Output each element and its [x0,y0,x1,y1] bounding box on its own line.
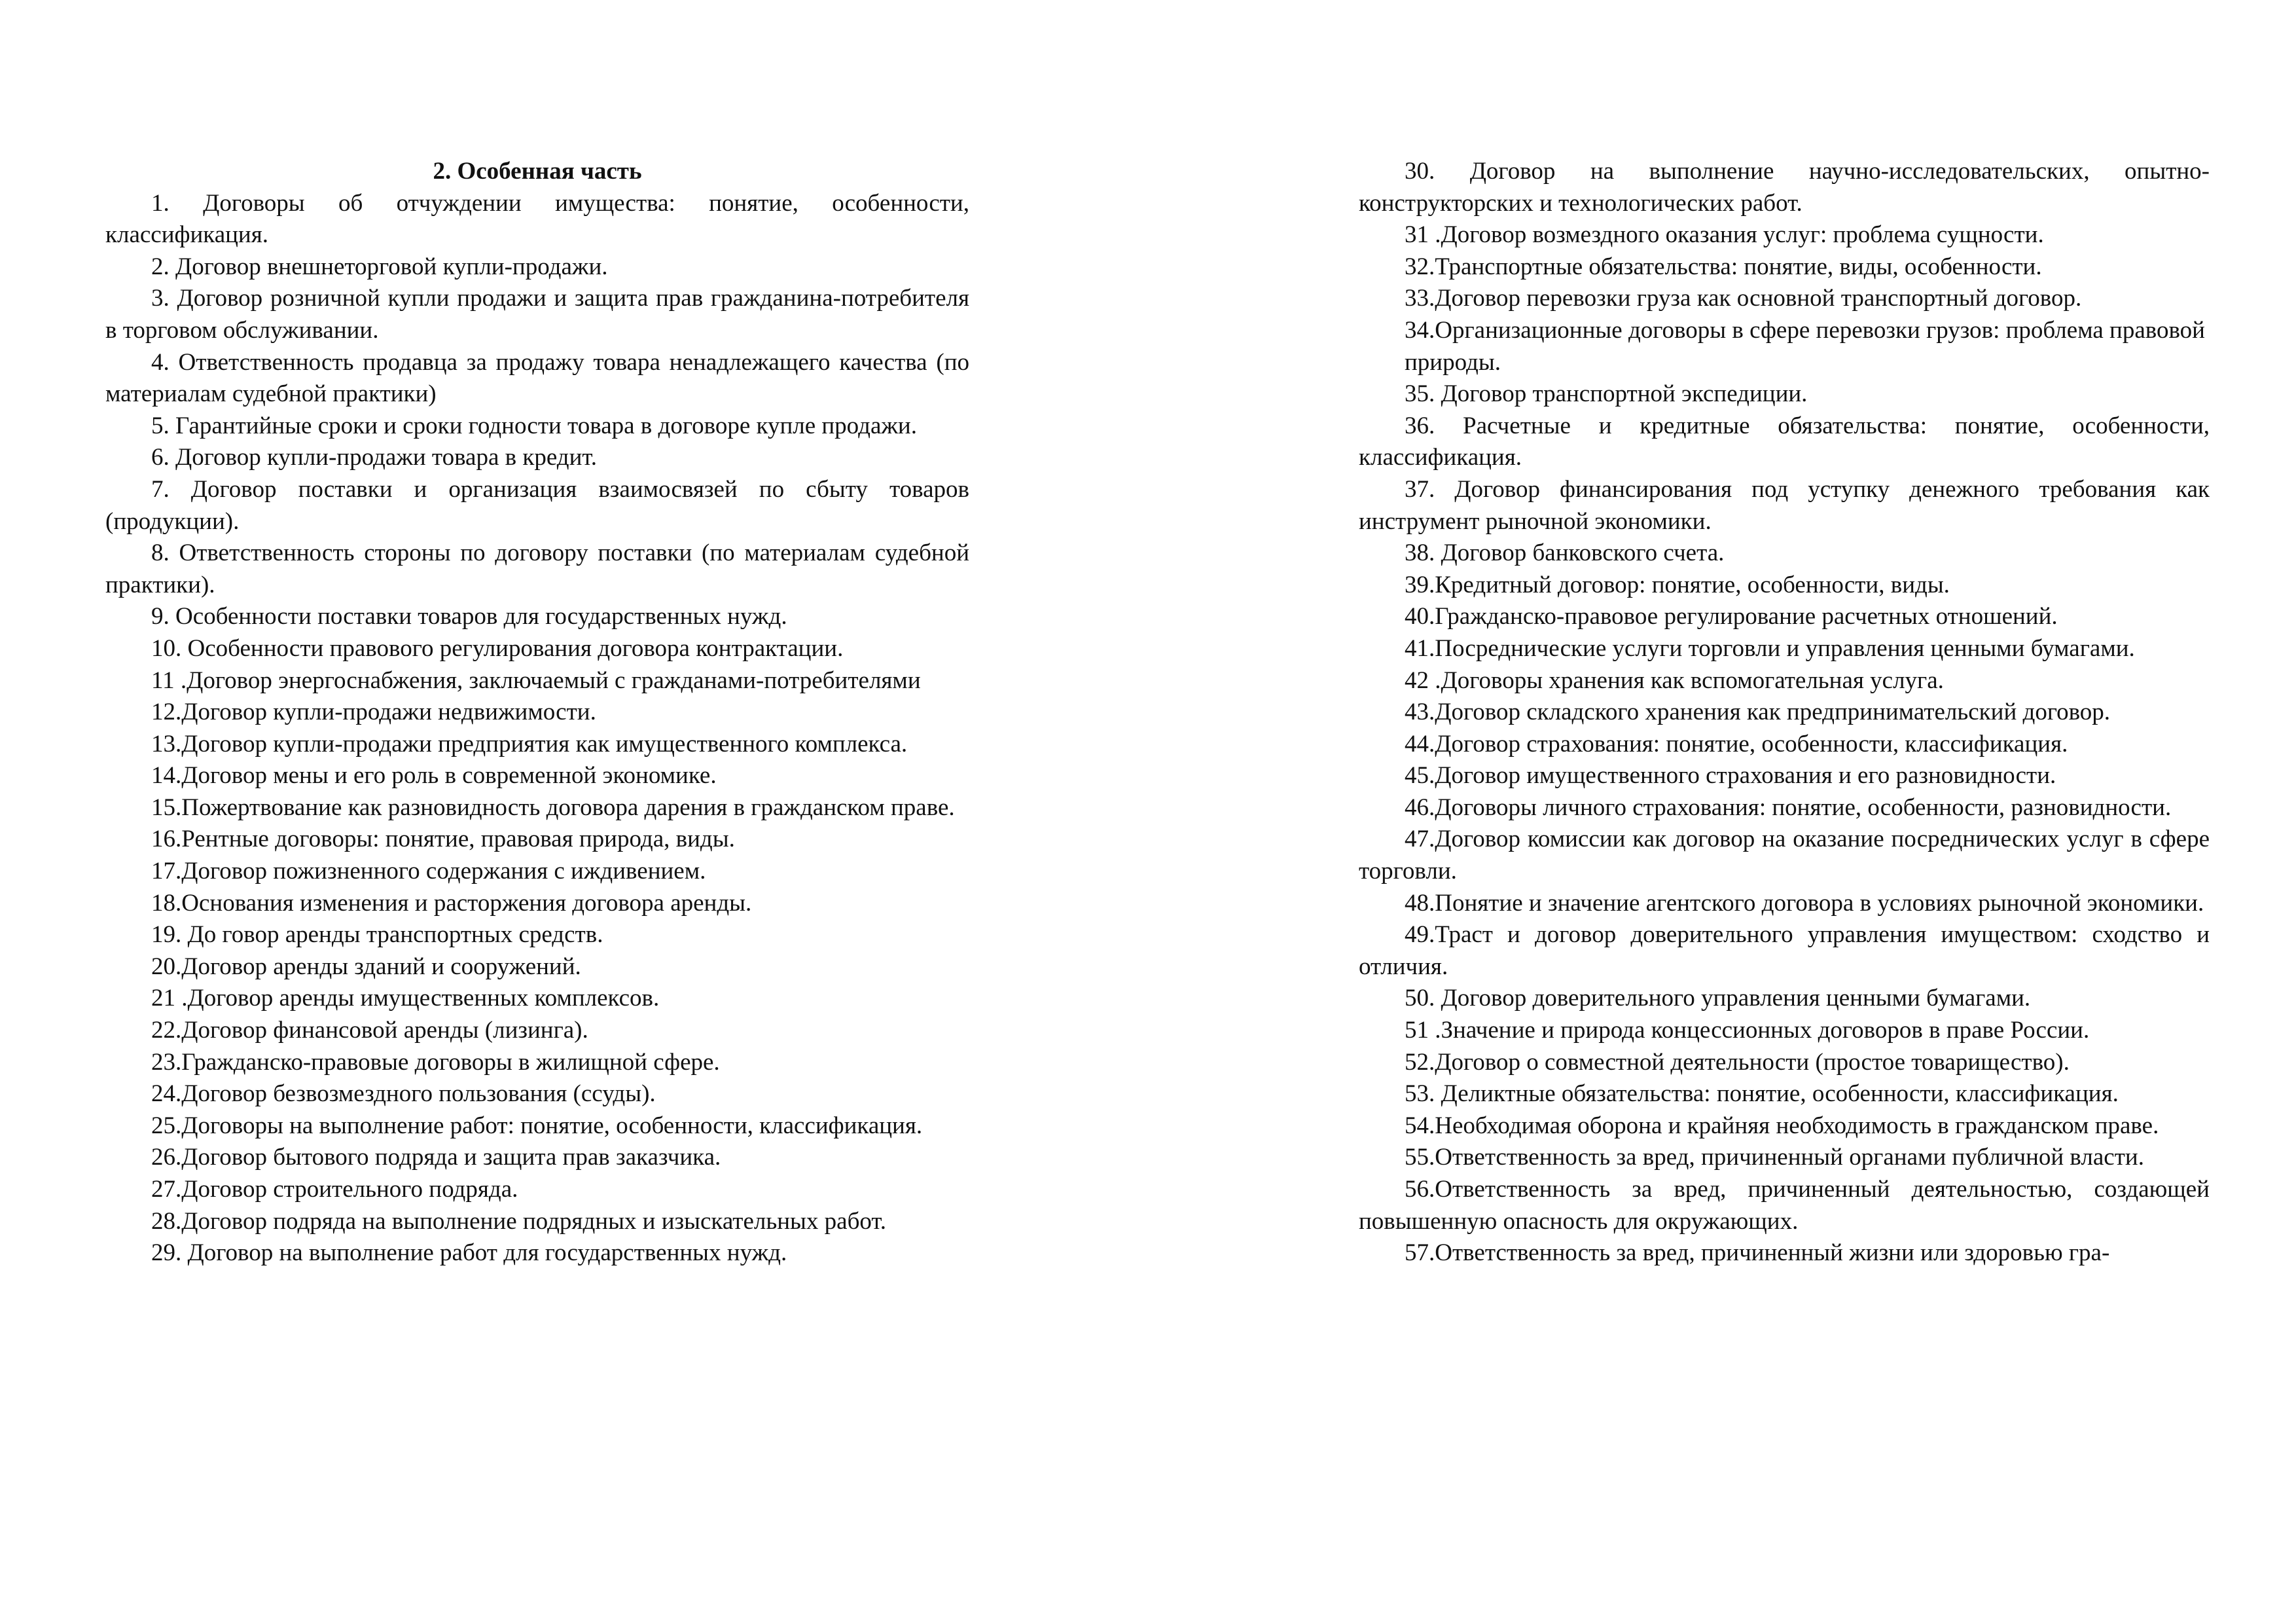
list-item: 13.Договор купли-продажи предприятия как имущественного комплекса. [151,730,908,757]
list-item: 36. Расчетные и кредитные обязательства: понятие, особенности, классификация. [1359,412,2210,471]
list-item: 18.Основания изменения и расторжения договора аренды. [151,889,752,917]
list-item: 28.Договор подряда на выполнение подрядных и изыскательных работ. [151,1207,887,1235]
list-item: 21 .Договор аренды имущественных комплексов. [151,985,660,1012]
list-item: 5. Гарантийные сроки и сроки годности товара в договоре купле продажи. [151,412,917,439]
section-title: 2. Особенная часть [433,158,642,185]
list-item: 30. Договор на выполнение научно-исследовательских, опытно-конструкторских и технологических работ. [1359,158,2210,217]
right-item-list [1359,156,2210,1269]
list-item: 33.Договор перевозки груза как основной транспортный договор. [1405,285,2082,312]
list-item: 41.Посреднические услуги торговли и управления ценными бумагами. [1405,634,2135,662]
list-item: 53. Деликтные обязательства: понятие, особенности, классификация. [1405,1080,2119,1108]
list-item: 20.Договор аренды зданий и сооружений. [151,953,581,980]
list-item: 46.Договоры личного страхования: понятие, особенности, разновидности. [1405,793,2172,821]
list-item: 6. Договор купли-продажи товара в кредит. [151,444,598,471]
list-item: 45.Договор имущественного страхования и его разновидности. [1405,762,2056,790]
list-item: 52.Договор о совместной деятельности (простое товарищество). [1405,1048,2070,1076]
list-item: 26.Договор бытового подряда и защита прав заказчика. [151,1144,721,1171]
list-item: 51 .Значение и природа концессионных договоров в праве России. [1405,1017,2090,1044]
list-item: 19. До говор аренды транспортных средств. [151,921,603,949]
list-item: 57.Ответственность за вред, причиненный жизни или здоровью гра- [1405,1239,2110,1267]
list-item: 31 .Договор возмездного оказания услуг: проблема сущности. [1405,221,2044,249]
list-item: 12.Договор купли-продажи недвижимости. [151,699,596,726]
list-item: 49.Траст и договор доверительного управления имуществом: сходство и отличия. [1359,921,2210,980]
list-item: 55.Ответственность за вред, причиненный органами публичной власти. [1405,1144,2144,1171]
list-item: 37. Договор финансирования под уступку денежного требования как инструмент рыночной экономики. [1359,475,2210,535]
list-item: 9. Особенности поставки товаров для государственных нужд. [151,603,787,630]
list-item: 42 .Договоры хранения как вспомогательная услуга. [1405,666,1944,694]
list-item: 40.Гражданско-правовое регулирование расчетных отношений. [1405,603,2058,630]
list-item: 35. Договор транспортной экспедиции. [1405,380,1808,408]
list-item: 4. Ответственность продавца за продажу товара ненадлежащего качества (по материалам судебной практики) [105,348,969,408]
list-item: 38. Договор банковского счета. [1405,539,1725,567]
list-item: природы. [1405,348,1501,376]
list-item: 10. Особенности правового регулирования договора контрактации. [151,634,844,662]
right-column [1359,156,2210,1269]
list-item: 43.Договор складского хранения как предпринимательский договор. [1405,699,2111,726]
list-item: 44.Договор страхования: понятие, особенности, классификация. [1405,730,2068,757]
list-item: 50. Договор доверительного управления ценными бумагами. [1405,985,2031,1012]
list-item: 7. Договор поставки и организация взаимосвязей по сбыту товаров (продукции). [105,475,969,535]
list-item: 25.Договоры на выполнение работ: понятие, особенности, классификация. [151,1112,923,1139]
list-item: 17.Договор пожизненного содержания с иждивением. [151,858,706,885]
list-item: 29. Договор на выполнение работ для государственных нужд. [151,1239,787,1267]
left-column [105,156,969,1269]
list-item: 14.Договор мены и его роль в современной экономике. [151,762,717,790]
list-item: 27.Договор строительного подряда. [151,1176,518,1203]
list-item: 2. Договор внешнеторговой купли-продажи. [151,253,608,280]
list-item: 32.Транспортные обязательства: понятие, виды, особенности. [1405,253,2042,280]
list-item: 54.Необходимая оборона и крайняя необходимость в гражданском праве. [1405,1112,2159,1139]
list-item: 24.Договор безвозмездного пользования (ссуды). [151,1080,656,1108]
list-item: 1. Договоры об отчуждении имущества: понятие, особенности, классификация. [105,189,969,249]
list-item: 11 .Договор энергоснабжения, заключаемый с гражданами-потребителями [151,666,921,694]
list-item: 23.Гражданско-правовые договоры в жилищной сфере. [151,1048,720,1076]
list-item: 15.Пожертвование как разновидность договора дарения в гражданском праве. [151,793,955,821]
list-item: 3. Договор розничной купли продажи и защита прав гражданина-потребителя в торговом обслуживании. [105,285,969,344]
list-item: 48.Понятие и значение агентского договора в условиях рыночной экономики. [1405,889,2204,917]
left-item-list [105,188,969,1269]
list-item: 16.Рентные договоры: понятие, правовая природа, виды. [151,826,735,853]
list-item: 22.Договор финансовой аренды (лизинга). [151,1017,588,1044]
list-item: 8. Ответственность стороны по договору поставки (по материалам судебной практики). [105,539,969,598]
list-item: 39.Кредитный договор: понятие, особенности, виды. [1405,571,1950,598]
list-item: 34.Организационные договоры в сфере перевозки грузов: проблема правовой [1405,316,2205,344]
list-item: 47.Договор комиссии как договор на оказание посреднических услуг в сфере торговли. [1359,826,2210,885]
list-item: 56.Ответственность за вред, причиненный деятельностью, создающей повышенную опасность для окружающих. [1359,1176,2210,1235]
